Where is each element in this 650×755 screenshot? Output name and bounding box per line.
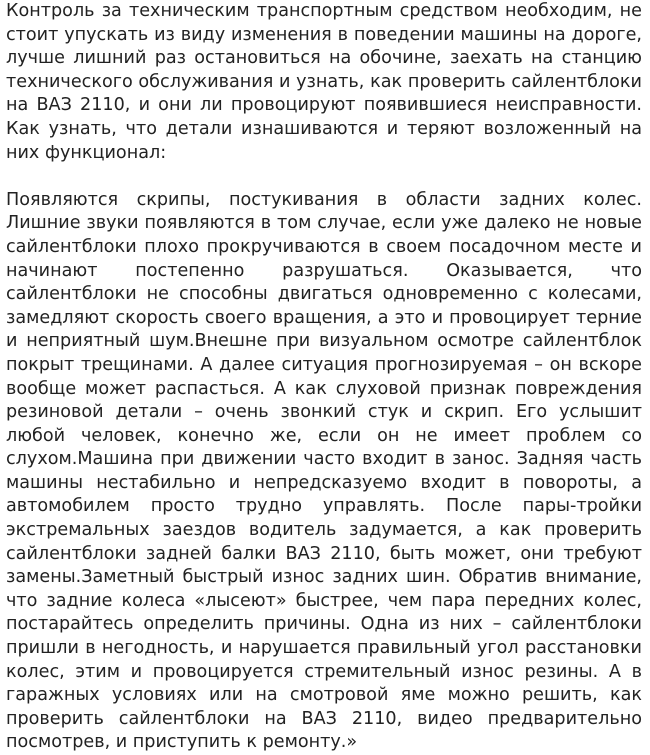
paragraph-spacer — [6, 165, 642, 189]
intro-paragraph: Контроль за техническим транспортным средством необходим, не стоит упускать из виду изменения в поведении машины на дороге, лучше лишний раз остановиться на обочине, заехать на станцию технического обслуживания и узнать, как проверить сайлентблоки на ВАЗ 2110, и они ли провоцируют появившиеся неисправности. Как узнать, что детали изнашиваются и теряют возложенный на них функционал: — [6, 1, 642, 163]
symptoms-paragraph: Появляются скрипы, постукивания в области задних колес. Лишние звуки появляются в том случае, если уже далеко не новые сайлентблоки плохо прокручиваются в своем посадочном месте и начинают постепенно разрушаться. Оказывается, что сайлентблоки не способны двигаться одновременно с колесами, замедляют скорость своего вращения, а это и провоцирует терние и неприятный шум.Внешне при визуальном осмотре сайлентблок покрыт трещинами. А далее ситуация прогнозируемая – он вскоре вообще может распасться. А как слуховой признак повреждения резиновой детали – очень звонкий стук и скрип. Его услышит любой человек, конечно же, если он не имеет проблем со слухом.Машина при движении часто входит в занос. Задняя часть машины нестабильно и непредсказуемо входит в повороты, а автомобилем просто трудно управлять. После пары-тройки экстремальных заездов водитель задумается, а как проверить сайлентблоки задней балки ВАЗ 2110, быть может, они требуют замены.Заметный быстрый износ задних шин. Обратив внимание, что задние колеса «лысеют» быстрее, чем пара передних колес, постарайтесь определить причины. Одна из них – сайлентблоки пришли в негодность, и нарушается правильный угол расстановки колес, этим и провоцируется стремительный износ резины. А в гаражных условиях или на смотровой яме можно решить, как проверить сайлентблоки на ВАЗ 2110, видео предварительно посмотрев, и приступить к ремонту.» — [6, 189, 642, 753]
